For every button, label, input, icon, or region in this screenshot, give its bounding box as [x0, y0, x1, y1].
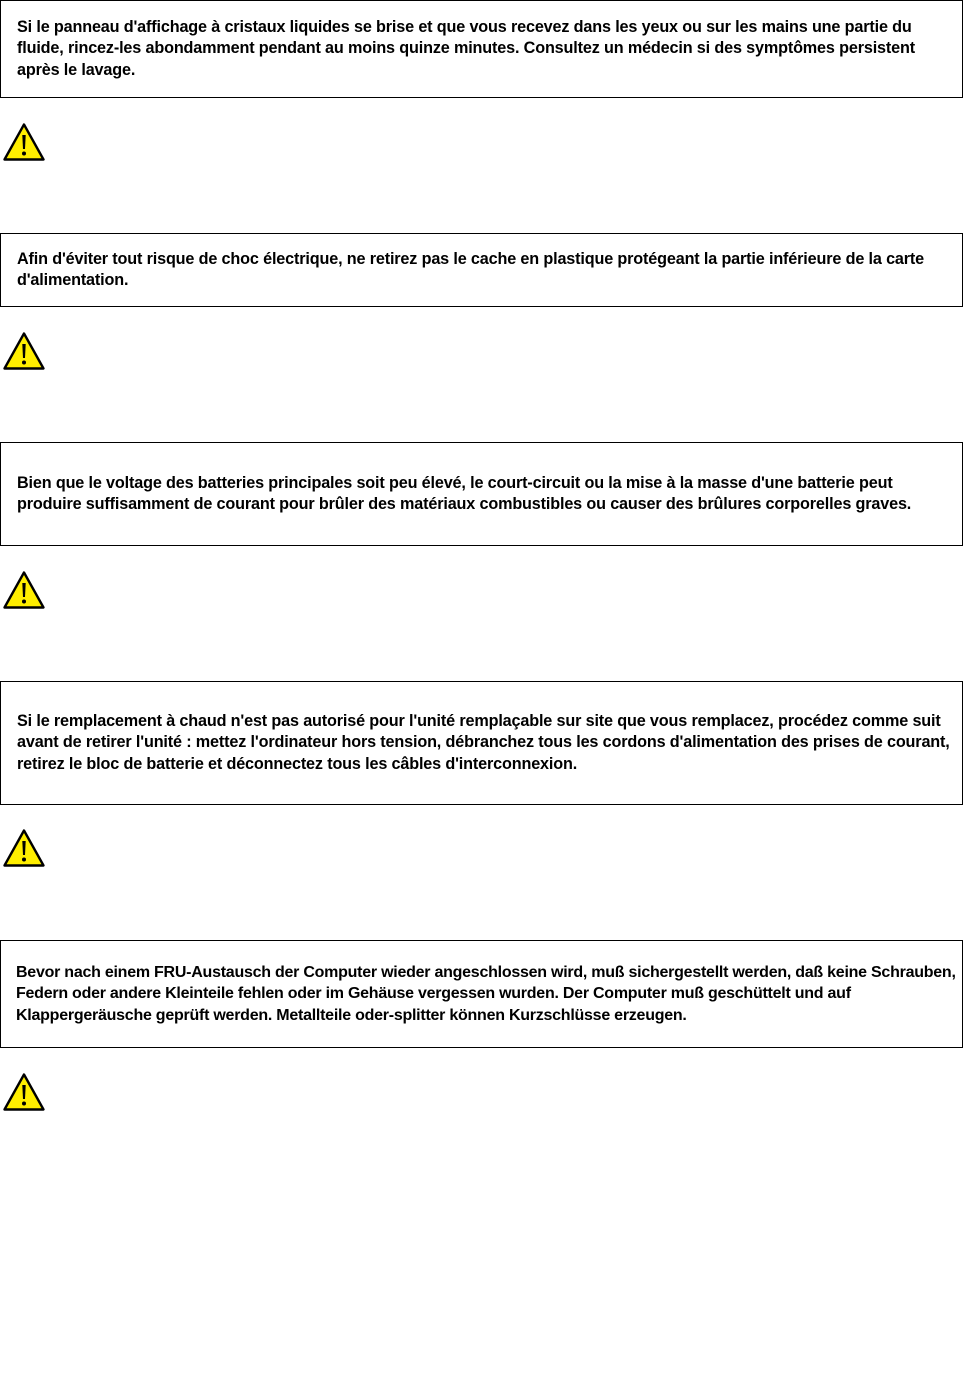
warning-triangle-icon	[2, 331, 46, 371]
notice-text: Afin d'éviter tout risque de choc électrique, ne retirez pas le cache en plastique protégeant la partie inférieure de la carte d'alimentation.	[17, 249, 925, 289]
notice-text: Bevor nach einem FRU-Austausch der Computer wieder angeschlossen wird, muß sichergestellt werden, daß keine Schrauben, Federn oder andere Kleinteile fehlen oder im Gehäuse vergessen wurden. Der Computer muß geschüttelt und auf Klappergeräusche geprüft werden. Metallteile oder-splitter können Kurzschlüsse erzeugen.	[16, 963, 956, 1024]
notice-box-hot-swap	[0, 681, 963, 805]
notice-box-fru-screws-german	[0, 940, 963, 1048]
warning-triangle-icon	[2, 1072, 46, 1112]
warning-triangle-icon	[2, 828, 46, 868]
notice-text: Bien que le voltage des batteries principales soit peu élevé, le court-circuit ou la mise à la masse d'une batterie peut produire suffisamment de courant pour brûler des matériaux combustibles ou causer des brûlures corporelles graves.	[17, 473, 912, 513]
notice-box-lcd-fluid	[0, 0, 963, 98]
notice-text: Si le panneau d'affichage à cristaux liquides se brise et que vous recevez dans les yeux ou sur les mains une partie du fluide, rincez-les abondamment pendant au moins quinze minutes. Consultez un médecin si des symptômes persistent après le lavage.	[17, 17, 915, 79]
notice-text: Si le remplacement à chaud n'est pas autorisé pour l'unité remplaçable sur site que vous remplacez, procédez comme suit avant de retirer l'unité : mettez l'ordinateur hors tension, débranchez tous les cordons d'alimentation des prises de courant, retirez le bloc de batterie et déconnectez tous les câbles d'interconnexion.	[17, 711, 950, 773]
notice-box-battery-short-circuit	[0, 442, 963, 546]
notice-box-electric-shock	[0, 233, 963, 307]
warning-triangle-icon	[2, 570, 46, 610]
warning-triangle-icon	[2, 122, 46, 162]
